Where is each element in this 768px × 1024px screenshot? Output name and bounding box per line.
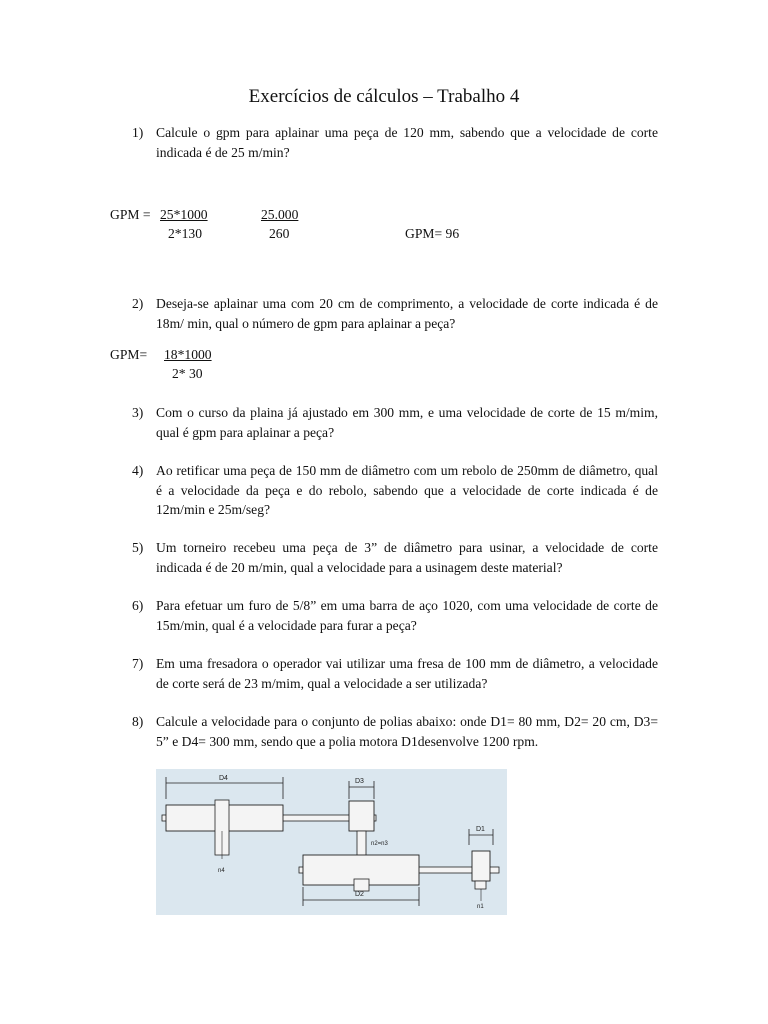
question-number: 1) <box>132 125 144 140</box>
question-text: Calcule a velocidade para o conjunto de polias abaixo: onde D1= 80 mm, D2= 20 cm, D3= 5” e D4= 300 mm, sendo que a polia motora D1desenvolve 1200 rpm. <box>156 714 658 749</box>
question-1 <box>132 123 658 162</box>
question-number: 7) <box>132 656 144 671</box>
answer2-denominator: 2* 30 <box>172 366 203 381</box>
question-text: Calcule o gpm para aplainar uma peça de 120 mm, sabendo que a velocidade de corte indicada é de 25 m/min? <box>156 125 658 160</box>
question-number: 2) <box>132 296 144 311</box>
label-d1: D1 <box>476 826 485 833</box>
question-5 <box>132 538 658 577</box>
question-8 <box>132 712 658 751</box>
question-4 <box>132 461 658 520</box>
label-n4: n4 <box>218 868 225 874</box>
question-number: 8) <box>132 714 144 729</box>
label-d4: D4 <box>219 775 228 782</box>
question-2 <box>132 294 658 333</box>
question-number: 4) <box>132 463 144 478</box>
label-d2: D2 <box>355 891 364 898</box>
answer2-numerator: 18*1000 <box>164 347 212 362</box>
answer1-numerator2: 25.000 <box>261 207 299 222</box>
question-3 <box>132 403 658 442</box>
answer2-label: GPM= <box>110 347 148 362</box>
label-d3: D3 <box>355 778 364 785</box>
pulley-diagram <box>156 769 507 915</box>
question-text: Para efetuar um furo de 5/8” em uma barra de aço 1020, com uma velocidade de corte de 15m/min, qual é a velocidade para furar a peça? <box>156 598 658 633</box>
question-text: Deseja-se aplainar uma com 20 cm de comprimento, a velocidade de corte indicada é de 18m/ min, qual o número de gpm para aplainar a peça? <box>156 296 658 331</box>
hub-d2 <box>354 879 369 891</box>
pulley-diagram-svg <box>156 769 507 915</box>
question-7 <box>132 654 658 693</box>
label-n1: n1 <box>477 904 484 910</box>
question-text: Um torneiro recebeu uma peça de 3” de diâmetro para usinar, a velocidade de corte indicada é de 20 m/min, qual a velocidade para a usinagem deste material? <box>156 540 658 575</box>
question-text: Ao retificar uma peça de 150 mm de diâmetro com um rebolo de 250mm de diâmetro, qual é a velocidade da peça e do rebolo, sabendo que a velocidade de corte indicada é de 12m/min e 25m/seg? <box>156 463 658 517</box>
answer1-result: GPM= 96 <box>405 226 460 241</box>
answer1-denominator: 2*130 <box>168 226 202 241</box>
page-title: Exercícios de cálculos – Trabalho 4 <box>248 86 520 107</box>
question-6 <box>132 596 658 635</box>
answer1-denominator2: 260 <box>269 226 290 241</box>
question-text: Em uma fresadora o operador vai utilizar uma fresa de 100 mm de diâmetro, a velocidade de corte será de 23 m/mim, qual a velocidade a ser utilizada? <box>156 656 658 691</box>
question-text: Com o curso da plaina já ajustado em 300 mm, e uma velocidade de corte de 15 m/mim, qual é gpm para aplainar a peça? <box>156 405 658 440</box>
pulley-d1 <box>472 851 490 881</box>
question-number: 3) <box>132 405 144 420</box>
label-n2n3: n2=n3 <box>371 841 388 847</box>
pulley-d3 <box>349 801 374 831</box>
hub-d1 <box>475 881 486 889</box>
answer1-label: GPM = <box>110 207 151 222</box>
question-number: 5) <box>132 540 144 555</box>
question-number: 6) <box>132 598 144 613</box>
answer1-numerator: 25*1000 <box>160 207 208 222</box>
